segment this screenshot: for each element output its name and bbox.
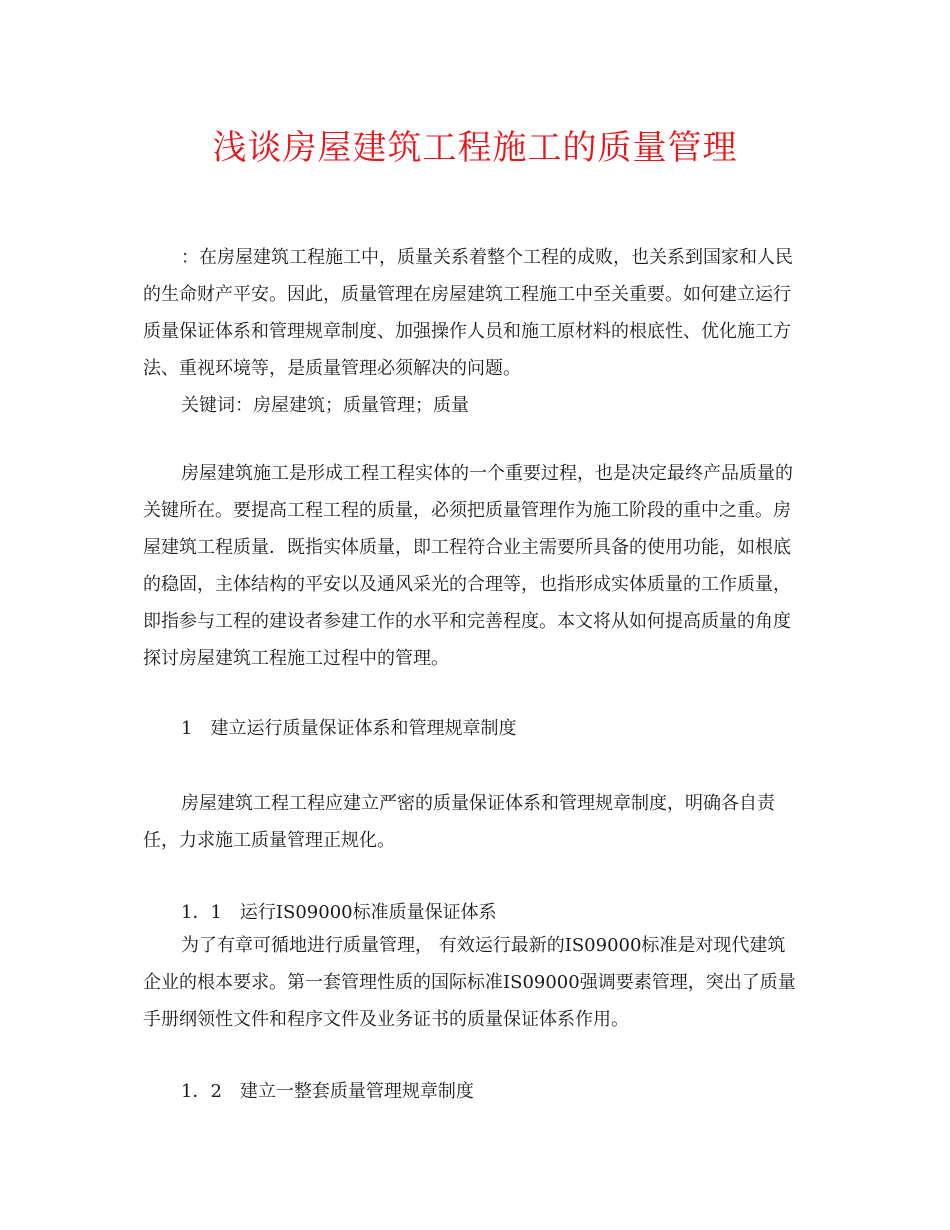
document-title: 浅谈房屋建筑工程施工的质量管理: [212, 128, 738, 168]
section-1-block: [143, 785, 803, 859]
abstract-block: [143, 239, 803, 424]
abstract-paragraph: ：在房屋建筑工程施工中，质量关系着整个工程的成败，也关系到国家和人民的生命财产平安。因此，质量管理在房屋建筑工程施工中至关重要。如何建立运行质量保证体系和管理规章制度、加强操作人员和施工原材料的根底性、优化施工方法、重视环境等，是质量管理必须解决的问题。: [143, 247, 793, 379]
intro-paragraph: 房屋建筑施工是形成工程工程实体的一个重要过程，也是决定最终产品质量的关键所在。要提高工程工程的质量，必须把质量管理作为施工阶段的重中之重。房屋建筑工程质量．既指实体质量，即工程符合业主需要所具备的使用功能，如根底的稳固，主体结构的平安以及通风采光的合理等，也指形成实体质量的工作质量，即指参与工程的建设者参建工作的水平和完善程度。本文将从如何提高质量的角度探讨房屋建筑工程施工过程中的管理。: [143, 463, 793, 669]
keywords-line: 关键词：房屋建筑；质量管理；质量: [181, 395, 469, 416]
section-1-1-paragraph: 为了有章可循地进行质量管理， 有效运行最新的IS09000标准是对现代建筑企业的根本要求。第一套管理性质的国际标准IS09000强调要素管理，突出了质量手册纲领性文件和程序文件及业务证书的质量保证体系作用。: [143, 935, 796, 1030]
section-1-heading: 1 建立运行质量保证体系和管理规章制度: [181, 718, 517, 739]
section-1-2-heading: 1．2 建立一整套质量管理规章制度: [181, 1081, 474, 1102]
section-1-paragraph: 房屋建筑工程工程应建立严密的质量保证体系和管理规章制度，明确各自责任，力求施工质量管理正规化。: [143, 793, 775, 851]
section-1-1-block: [143, 927, 803, 1038]
intro-block: [143, 455, 803, 677]
section-1-1-heading: 1．1 运行IS09000标准质量保证体系: [181, 902, 497, 923]
